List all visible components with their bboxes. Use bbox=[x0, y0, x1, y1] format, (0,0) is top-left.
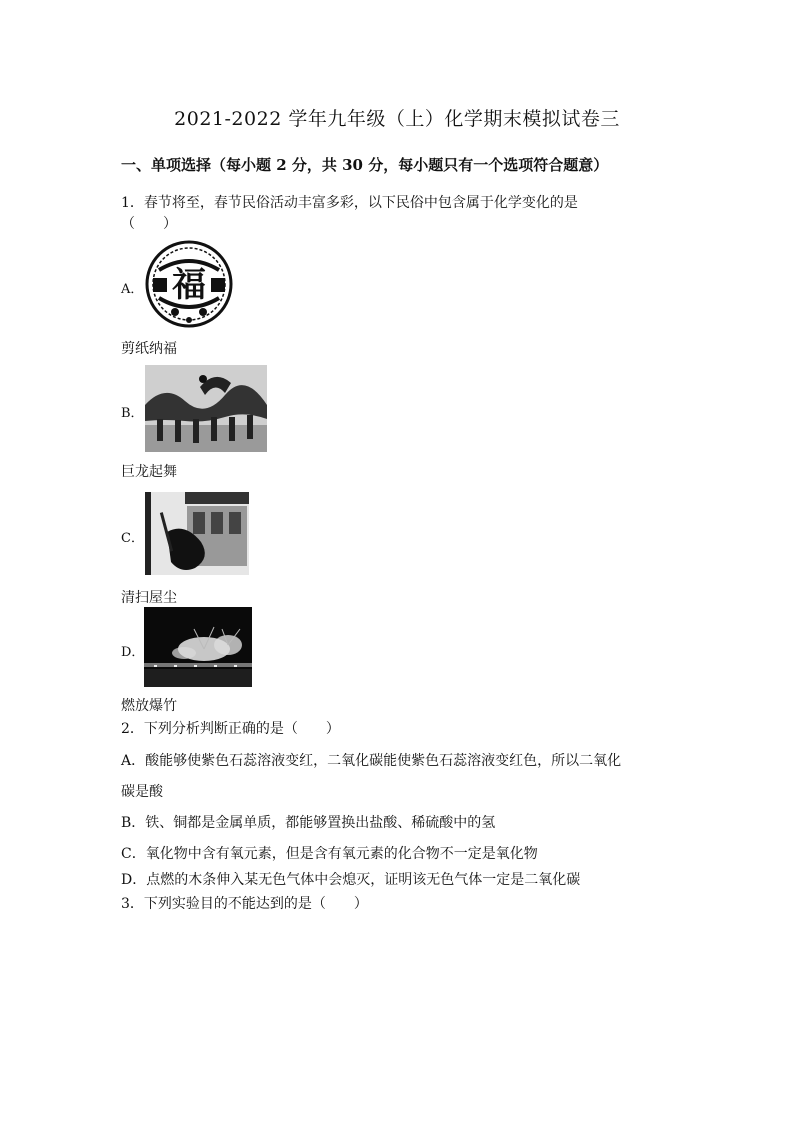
sweeping-dust-image bbox=[145, 492, 249, 575]
question-1-stem: 1．春节将至，春节民俗活动丰富多彩，以下民俗中包含属于化学变化的是 bbox=[121, 195, 578, 211]
question-2-option-a: A．酸能够使紫色石蕊溶液变红，二氧化碳能使紫色石蕊溶液变红色，所以二氧化 bbox=[121, 753, 622, 769]
dragon-dance-image bbox=[145, 365, 267, 452]
fu-character: 福 bbox=[172, 265, 206, 305]
option-a-label: A． bbox=[121, 282, 144, 297]
option-c-caption: 清扫屋尘 bbox=[121, 590, 177, 606]
question-2-option-d: D．点燃的木条伸入某无色气体中会熄灭，证明该无色气体一定是二氧化碳 bbox=[121, 872, 581, 888]
question-2-stem: 2．下列分析判断正确的是（ ） bbox=[121, 721, 340, 737]
section-heading: 一、单项选择（每小题 2 分，共 30 分，每小题只有一个选项符合题意） bbox=[121, 156, 609, 174]
question-1-answer-paren: （ ） bbox=[121, 216, 177, 232]
option-d-label: D． bbox=[121, 645, 145, 660]
option-c-label: C． bbox=[121, 531, 144, 546]
question-2-option-b: B．铁、铜都是金属单质，都能够置换出盐酸、稀硫酸中的氢 bbox=[121, 815, 496, 831]
page-title: 2021-2022 学年九年级（上）化学期末模拟试卷三 bbox=[174, 108, 620, 130]
fireworks-image bbox=[144, 607, 252, 687]
paper-cut-fu-image bbox=[145, 240, 233, 328]
option-b-label: B． bbox=[121, 406, 144, 421]
question-2-option-a-cont: 碳是酸 bbox=[121, 784, 163, 800]
option-d-caption: 燃放爆竹 bbox=[121, 698, 177, 714]
question-3-stem: 3．下列实验目的不能达到的是（ ） bbox=[121, 896, 368, 912]
question-2-option-c: C．氧化物中含有氧元素，但是含有氧元素的化合物不一定是氧化物 bbox=[121, 846, 538, 862]
option-b-caption: 巨龙起舞 bbox=[121, 464, 177, 480]
option-a-caption: 剪纸纳福 bbox=[121, 341, 177, 357]
